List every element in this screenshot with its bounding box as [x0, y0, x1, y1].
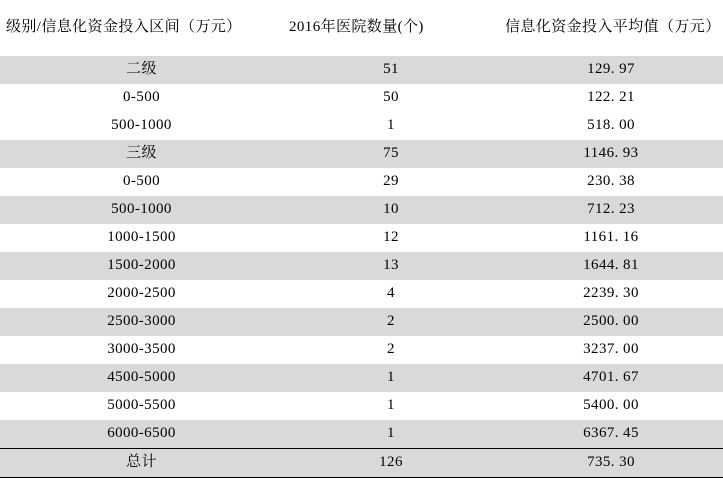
cell-hospital-count: 1 — [283, 364, 499, 392]
cell-level-range: 4500-5000 — [0, 364, 283, 392]
cell-average-investment: 5400. 00 — [499, 392, 723, 420]
cell-average-investment: 3237. 00 — [499, 336, 723, 364]
cell-hospital-count: 29 — [283, 168, 499, 196]
table-row — [0, 112, 723, 140]
cell-hospital-count: 12 — [283, 224, 499, 252]
cell-average-investment: 2500. 00 — [499, 308, 723, 336]
cell-average-investment: 230. 38 — [499, 168, 723, 196]
cell-level-range: 三级 — [0, 140, 283, 168]
table-header-row — [0, 0, 723, 56]
table-row — [0, 140, 723, 168]
cell-hospital-count: 1 — [283, 420, 499, 449]
cell-average-investment: 4701. 67 — [499, 364, 723, 392]
cell-hospital-count: 51 — [283, 56, 499, 84]
column-header-hospital-count: 2016年医院数量(个) — [289, 19, 424, 36]
cell-average-investment: 1644. 81 — [499, 252, 723, 280]
cell-average-investment: 1146. 93 — [499, 140, 723, 168]
cell-level-range: 0-500 — [0, 168, 283, 196]
table-row-total — [0, 449, 723, 478]
cell-level-range: 二级 — [0, 56, 283, 84]
cell-level-range: 2500-3000 — [0, 308, 283, 336]
table-row — [0, 196, 723, 224]
cell-level-range: 500-1000 — [0, 112, 283, 140]
cell-hospital-count: 13 — [283, 252, 499, 280]
cell-average-investment: 712. 23 — [499, 196, 723, 224]
cell-average-investment: 129. 97 — [499, 56, 723, 84]
table-row — [0, 84, 723, 112]
cell-level-range: 1000-1500 — [0, 224, 283, 252]
cell-average-investment: 122. 21 — [499, 84, 723, 112]
cell-average-investment: 1161. 16 — [499, 224, 723, 252]
table-header — [0, 0, 723, 56]
table-row — [0, 336, 723, 364]
table-row — [0, 224, 723, 252]
cell-level-range: 6000-6500 — [0, 420, 283, 449]
column-header-average-investment: 信息化资金投入平均值（万元） — [505, 19, 721, 36]
cell-average-investment: 735. 30 — [499, 449, 723, 478]
cell-hospital-count: 126 — [283, 449, 499, 478]
cell-level-range: 3000-3500 — [0, 336, 283, 364]
cell-average-investment: 2239. 30 — [499, 280, 723, 308]
cell-level-range: 500-1000 — [0, 196, 283, 224]
table-row — [0, 420, 723, 449]
cell-hospital-count: 1 — [283, 392, 499, 420]
table-row — [0, 56, 723, 84]
cell-hospital-count: 2 — [283, 308, 499, 336]
table-row — [0, 392, 723, 420]
cell-hospital-count: 50 — [283, 84, 499, 112]
table-row — [0, 280, 723, 308]
cell-level-range: 2000-2500 — [0, 280, 283, 308]
cell-hospital-count: 2 — [283, 336, 499, 364]
table-row — [0, 252, 723, 280]
cell-level-range: 1500-2000 — [0, 252, 283, 280]
cell-hospital-count: 4 — [283, 280, 499, 308]
cell-level-range: 总计 — [0, 449, 283, 478]
table-row — [0, 308, 723, 336]
column-header-level-range: 级别/信息化资金投入区间（万元） — [6, 19, 242, 36]
cell-average-investment: 518. 00 — [499, 112, 723, 140]
cell-level-range: 0-500 — [0, 84, 283, 112]
cell-hospital-count: 75 — [283, 140, 499, 168]
cell-hospital-count: 10 — [283, 196, 499, 224]
cell-level-range: 5000-5500 — [0, 392, 283, 420]
table-body — [0, 56, 723, 478]
cell-hospital-count: 1 — [283, 112, 499, 140]
table-row — [0, 364, 723, 392]
cell-average-investment: 6367. 45 — [499, 420, 723, 449]
table-row — [0, 168, 723, 196]
